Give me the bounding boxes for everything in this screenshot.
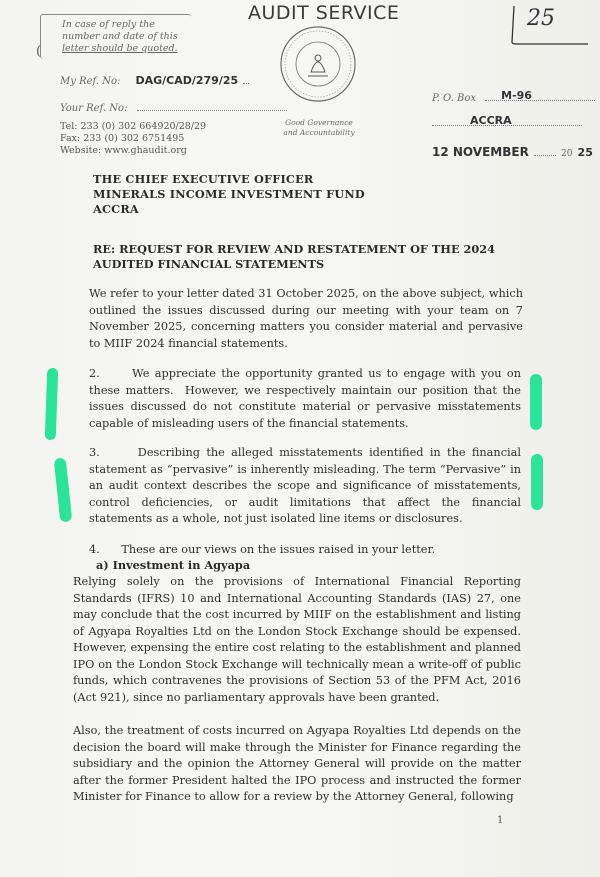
year-value: 25 [577,146,593,159]
reply-note-line: number and date of this [62,31,178,42]
your-ref-label: Your Ref. No: [60,103,128,114]
section-heading-agyapa: a) Investment in Agyapa [96,558,251,572]
highlight-mark-right-2 [530,374,542,430]
organisation-title: AUDIT SERVICE [248,2,400,24]
date-value: 12 NOVEMBER [432,145,529,159]
city-dots [432,114,582,127]
addressee-line: MINERALS INCOME INVESTMENT FUND [93,187,365,201]
po-box-value: M-96 [501,89,532,102]
po-box-row [432,86,595,105]
po-box-dots [485,89,595,102]
paragraph-1: We refer to your letter dated 31 October 2025, on the above subject, which outlined the issues discussed during our meeting with your team on 7 November 2025, concerning matters you consider material and pervasive to MIIF 2024 financial statements. [89,287,523,350]
reply-note-line: letter should be quoted. [62,43,178,54]
page-number: 1 [497,815,504,826]
paragraph-4-intro: 4. These are our views on the issues raised in your letter. [89,543,436,556]
po-box-label: P. O. Box [432,93,477,104]
seal-caption-line: Good Governance [285,118,353,127]
paragraph-2: 2. We appreciate the opportunity granted us to engage with you on these matters. However, we respectively maintain our position that the issues discussed do not constitute material or pervasive misstatements capable of misleading users of the financial statements. [89,367,525,430]
my-ref-label: My Ref. No: [60,76,121,87]
paragraph-3: 3. Describing the alleged misstatements identified in the financial statement as “pervasive” is inherently misleading. The term “Pervasive” in an audit context describes the scope and significance of misstatements, control deficiencies, or audit limitations that affect the financial statements as a whole, not just isolated line items or disclosures. [89,446,525,525]
fax: Fax: 233 (0) 302 6751495 [60,133,185,144]
city-value: ACCRA [470,114,512,127]
date-row [432,141,593,160]
paragraph-5: Also, the treatment of costs incurred on Agyapa Royalties Ltd depends on the decision the board will make through the Minister for Finance regarding the subsidiary and the opinion the Attorney General will provide on the matter after the former President halted the IPO process and instructed the former Minister for Finance to allow for a review by the Attorney General, following [73,724,521,803]
my-ref-value: DAG/CAD/279/25 [135,74,239,87]
reply-note [62,19,192,55]
website: Website: www.ghaudit.org [60,145,187,156]
seal-caption-line: and Accountability [283,128,355,137]
city-row [432,111,582,130]
my-ref-dots [243,83,249,84]
paragraph-4-body: Relying solely on the provisions of International Financial Reporting Standards (IFRS) 10 and International Accounting Standards (IAS) 27, one may conclude that the cost incurred by MIIF on the establishment and listing of Agyapa Royalties Ltd on the London Stock Exchange should be expensed. However, expensing the entire cost relating to the establishment and planned IPO on the London Stock Exchange will technically mean a write-off of public funds, which contravenes the provisions of Section 53 of the PFM Act, 2016 (Act 921), since no parliamentary approvals have been granted. [73,575,521,704]
year-prefix: 20 [561,149,573,159]
addressee-line: ACCRA [93,202,139,216]
margin-mark: ( [36,44,42,59]
addressee-line: THE CHIEF EXECUTIVE OFFICER [93,172,314,186]
highlight-mark-left-3 [54,458,73,523]
date-dots [534,155,556,156]
highlight-mark-right-3 [531,454,543,510]
audit-service-seal [278,24,358,104]
reply-note-line: In case of reply the [62,19,155,30]
handwritten-number: 25 [527,6,555,31]
your-ref-row [60,96,287,115]
seal-caption [282,118,356,138]
telephone: Tel: 233 (0) 302 664920/28/29 [60,121,207,132]
my-ref-row [60,69,249,88]
highlight-mark-left-2 [45,368,59,440]
your-ref-dots [137,110,287,111]
subject-line: RE: REQUEST FOR REVIEW AND RESTATEMENT OF THE 2024 AUDITED FINANCIAL STATEMENTS [93,242,495,271]
addressee-block [93,172,365,217]
